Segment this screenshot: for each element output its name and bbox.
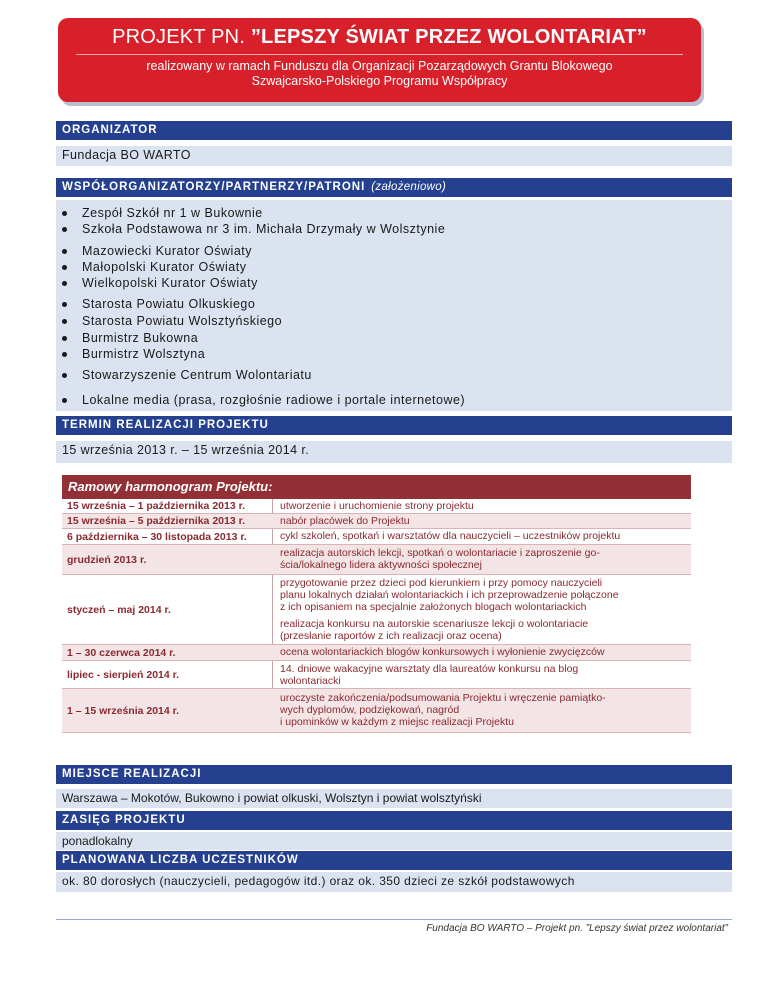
table-row (62, 529, 691, 545)
bullet-icon (62, 302, 67, 307)
schedule-table (62, 499, 691, 733)
partners-heading (56, 178, 732, 197)
participants-value: ok. 80 dorosłych (nauczycieli, pedagogów itd.) oraz ok. 350 dzieci ze szkół podstawowych (56, 872, 732, 892)
list-item (82, 275, 258, 291)
list-item-text: Mazowiecki Kurator Oświaty (82, 244, 252, 258)
schedule-date: 1 – 30 czerwca 2014 r. (67, 646, 176, 659)
schedule-heading: Ramowy harmonogram Projektu: (62, 475, 691, 499)
list-item-text: Stowarzyszenie Centrum Wolontariatu (82, 368, 312, 382)
schedule-date: 6 października – 30 listopada 2013 r. (67, 530, 247, 543)
list-item-text: Burmistrz Wolsztyna (82, 347, 206, 361)
organizer-value: Fundacja BO WARTO (56, 146, 732, 166)
schedule-desc: cykl szkoleń, spotkań i warsztatów dla nauczycieli – uczestników projektu (280, 530, 621, 542)
footer-divider (56, 919, 732, 920)
list-item (82, 205, 263, 221)
term-value: 15 września 2013 r. – 15 września 2014 r. (56, 441, 732, 463)
place-value: Warszawa – Mokotów, Bukowno i powiat olkuski, Wolsztyn i powiat wolsztyński (56, 789, 732, 808)
list-item-text: Zespół Szkół nr 1 w Bukownie (82, 206, 263, 220)
table-row (62, 514, 691, 529)
banner-subtitle-2: Szwajcarsko-Polskiego Programu Współpracy (251, 74, 508, 88)
list-item (82, 392, 465, 408)
partners-list (56, 200, 732, 411)
schedule-desc: 14. dniowe wakacyjne warsztaty dla laureatów konkursu na blog wolontariacki (280, 663, 579, 687)
page-footer: Fundacja BO WARTO – Projekt pn. ”Lepszy świat przez wolontariat” (426, 923, 728, 934)
schedule-desc: ocena wolontariackich blogów konkursowych i wyłonienie zwycięzców (280, 646, 605, 658)
schedule-desc: przygotowanie przez dzieci pod kierunkiem i przy pomocy nauczycieli planu lokalnych działań wolontariackich i ich przeprowadzenie połączone z ich opisaniem na specjalnie założonych blogach wolontariackich realizacja konkursu na autorskie scenariusze lekcji o wolontariacie (przesłanie raportów z ich realizacji oraz ocena) (280, 577, 619, 642)
participants-heading: PLANOWANA LICZBA UCZESTNIKÓW (56, 851, 732, 870)
bullet-icon (62, 227, 67, 232)
schedule-date: styczeń – maj 2014 r. (67, 603, 171, 616)
list-item-text: Szkoła Podstawowa nr 3 im. Michała Drzymały w Wolsztynie (82, 222, 446, 236)
bullet-icon (62, 373, 67, 378)
bullet-icon (62, 336, 67, 341)
list-item-text: Burmistrz Bukowna (82, 331, 199, 345)
partners-heading-label: WSPÓŁORGANIZATORZY/PARTNERZY/PATRONI (62, 181, 366, 193)
bullet-icon (62, 319, 67, 324)
project-title (58, 26, 701, 49)
partners-heading-note: (założeniowo) (371, 181, 447, 193)
schedule-desc: nabór placówek do Projektu (280, 515, 410, 527)
list-item (82, 330, 198, 346)
schedule-desc: uroczyste zakończenia/podsumowania Projektu i wręczenie pamiątko- wych dyplomów, podziękowań, nagród i upominków w każdym z miejsc realizacji Projektu (280, 692, 606, 728)
table-row (62, 575, 691, 645)
list-item (82, 221, 445, 237)
list-item (82, 346, 205, 362)
list-item-text: Lokalne media (prasa, rozgłośnie radiowe i portale internetowe) (82, 393, 466, 407)
organizer-heading: ORGANIZATOR (56, 121, 732, 140)
schedule-date: 15 września – 5 października 2013 r. (67, 515, 246, 527)
table-row (62, 661, 691, 689)
list-item-text: Małopolski Kurator Oświaty (82, 260, 247, 274)
bullet-icon (62, 352, 67, 357)
schedule-date: lipiec - sierpień 2014 r. (67, 668, 180, 681)
list-item-text: Starosta Powiatu Wolsztyńskiego (82, 314, 283, 328)
project-banner (58, 18, 701, 102)
list-item-text: Wielkopolski Kurator Oświaty (82, 276, 258, 290)
bullet-icon (62, 398, 67, 403)
bullet-icon (62, 211, 67, 216)
scope-value: ponadlokalny (56, 832, 732, 850)
schedule-date: 15 września – 1 października 2013 r. (67, 500, 246, 512)
table-row (62, 645, 691, 661)
schedule-desc: realizacja autorskich lekcji, spotkań o wolontariacie i zaproszenie go- ścia/lokalnego lidera aktywności społecznej (280, 547, 600, 571)
banner-divider (76, 54, 683, 55)
table-row (62, 545, 691, 575)
scope-heading: ZASIĘG PROJEKTU (56, 811, 732, 830)
table-row (62, 689, 691, 733)
list-item (82, 243, 252, 259)
list-item (82, 367, 312, 383)
title-name: ”LEPSZY ŚWIAT PRZEZ WOLONTARIAT” (250, 26, 647, 48)
schedule-date: grudzień 2013 r. (67, 553, 147, 566)
list-item-text: Starosta Powiatu Olkuskiego (82, 297, 256, 311)
title-prefix: PROJEKT PN. (112, 26, 246, 48)
term-heading: TERMIN REALIZACJI PROJEKTU (56, 416, 732, 435)
list-item (82, 296, 255, 312)
schedule-date: 1 – 15 września 2014 r. (67, 704, 180, 717)
bullet-icon (62, 249, 67, 254)
list-item (82, 259, 246, 275)
bullet-icon (62, 265, 67, 270)
bullet-icon (62, 281, 67, 286)
table-row (62, 499, 691, 514)
schedule-desc: utworzenie i uruchomienie strony projektu (280, 500, 474, 512)
place-heading: MIEJSCE REALIZACJI (56, 765, 732, 784)
banner-subtitle-1: realizowany w ramach Funduszu dla Organizacji Pozarządowych Grantu Blokowego (146, 59, 613, 73)
list-item (82, 313, 282, 329)
